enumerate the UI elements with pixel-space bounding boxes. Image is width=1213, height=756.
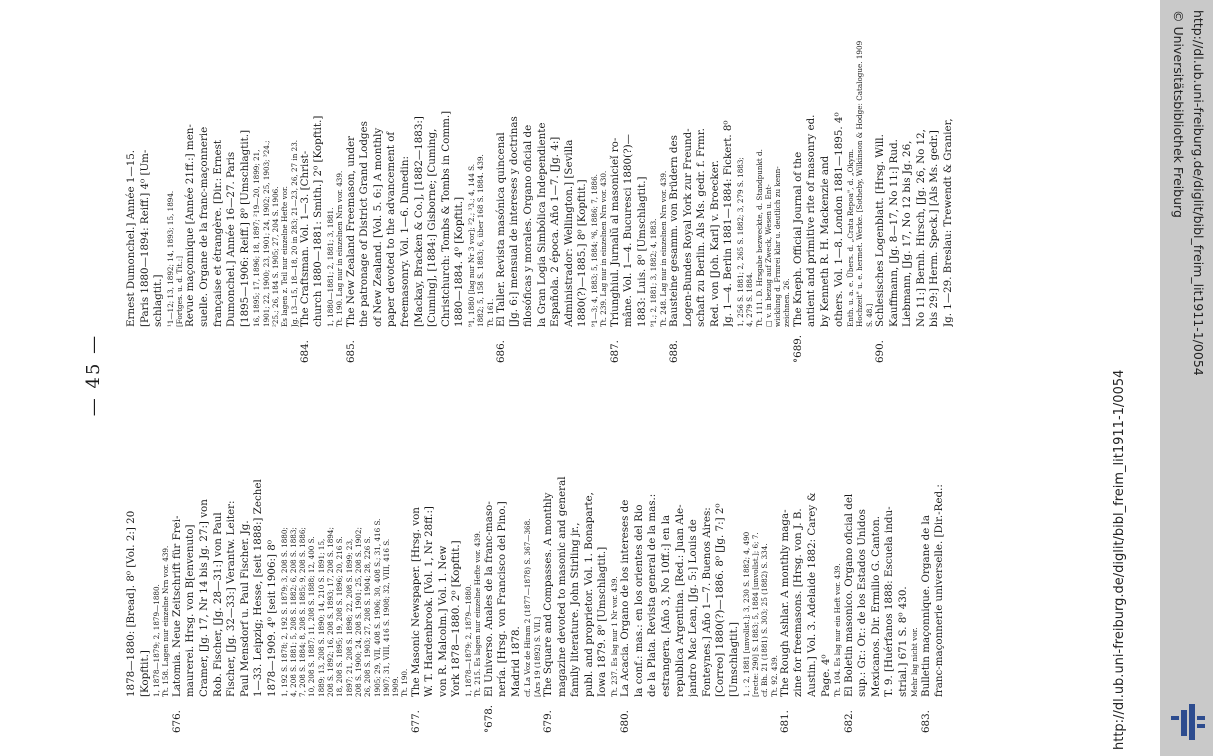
bibliography-entry <box>920 383 947 733</box>
entry-note: 16, 1895; 17, 1896; 18, 1897; ²19—20, 1899; 21, <box>252 149 262 327</box>
entry-line: [Jg. 6:] mensual de intereses y doctrinas <box>508 116 521 327</box>
entry-line: Administrador: Wellington.] [Sevilla <box>562 139 575 327</box>
entry-line: Española. 2 época. Año 1—7. [Jg. 4:] <box>549 136 562 327</box>
entry-note: Tt. 190. Lag nur in einzelnen Nrn vor. 439. <box>335 170 345 327</box>
bibliography-entry <box>125 17 184 363</box>
entry-note: ⁹1—3; 4, 1883; 5, 1884; ⁹6, 1886; 7, 1886. <box>590 174 599 327</box>
sidebar-caption <box>1166 10 1206 620</box>
entry-line: The Square and Compasses. A monthly <box>542 492 555 697</box>
entry-number: 685. <box>344 340 357 363</box>
entry-note: Tt. 237. Es lag nur 1 Nr vor. 439. <box>610 576 619 697</box>
bibliography-entry <box>184 17 298 363</box>
entry-note: 10, 208 S. 1887; 11, 208 S. 1888; 12, 400 S. <box>307 536 317 697</box>
entry-line: Logen-Bundes Royal York zur Freund- <box>681 128 694 327</box>
entry-note: 26, 208 S. 1903; 27, 208 S. 1904; 28, 226 S. <box>363 536 373 697</box>
bibliography-entry <box>299 17 345 363</box>
rotated-scan-page <box>65 17 1165 733</box>
entry-number: 690. <box>873 340 886 363</box>
bibliography-entry <box>619 383 779 733</box>
entry-number: 688. <box>667 340 680 363</box>
entry-note: 1909. <box>391 676 401 697</box>
entry-number: °678. <box>482 704 495 733</box>
entry-note: 1, 256 S. 1881; 2, 265 S. 1882; 3, 279 S. 1883; <box>735 157 745 327</box>
entry-line: 1—33. Leipzig; Hesse, [seit 1888:] Zechel <box>252 479 265 697</box>
entry-line: antient and primitive rite of masonry ed. <box>805 114 818 327</box>
entry-line: suelle. Organe de la franc-maçonnerie <box>197 126 210 327</box>
entry-note: 1, 192 S. 1878; 2, 192 S. 1879; 3, 208 S. 1880; <box>279 527 289 697</box>
entry-line: Red. von [Joh. Karl] v. Broecker. <box>708 160 721 327</box>
entry-line: magazine devoted to masonic and general <box>555 476 568 697</box>
entry-note: Tt. 190. <box>400 668 410 697</box>
entry-note: □ v. in bezug auf Zweck, Wesen u. Ent- <box>763 184 773 327</box>
entry-line: [Correo] 1880(?)—1886. 8⁰ [Jg. 7:] 2⁰ <box>714 503 727 697</box>
entry-line: publ. and proprietor. Vol. 1. Bonaparte, <box>582 492 595 697</box>
entry-note: 4, 279 S. 1884. <box>745 272 755 327</box>
entry-number: °689. <box>791 334 804 363</box>
copyright-notice: © Universitätsbibliothek Freiburg <box>1171 10 1186 218</box>
entry-line: [Umschlagtit.] <box>728 621 741 697</box>
entry-note: 4, 208 S. 1881; 5, 208 S. 1882; 6, 208 S. 1883; <box>288 527 298 697</box>
entry-note: 1882; 5, 158 S. 1883; 6, über 168 S. 1884. 439. <box>476 154 486 327</box>
entry-line: No 11:] Bernh. Hirsch, [Jg. 26, No 12, <box>914 129 927 327</box>
entry-line: Cramer, [Jg. 17, Nr 14 bis Jg. 27:] von <box>197 499 210 697</box>
bibliography-entry <box>542 383 619 733</box>
entry-line: 1878—1880: [Bread]. 8⁰ [Vol. 2:] 20 <box>125 510 137 697</box>
entry-line: maurerei. Hrsg. von B[envenuto] <box>184 524 197 697</box>
entry-line: 1880—1884. 4⁰ [Kopftit.] <box>453 196 466 327</box>
entry-note: Tt. 248. Lag nur in einzelnen Nrn vor. 439. <box>658 170 668 327</box>
bibliography-entry <box>125 383 171 733</box>
entry-line: jandro Mac Lean, [Jg. 5:] Louis de <box>687 519 700 697</box>
entry-note: 1, 1880—1881; 2, 1881; 3, 1881. <box>326 207 336 327</box>
entry-line: The Masonic Newspaper. [Hrsg. von <box>409 507 422 697</box>
entry-line: republica Argentina. [Red.: Juan Ale- <box>673 504 686 697</box>
entry-note: Jg. 13—15, 18—18, 20 in 283; 21—23, 26, 27 in 23. <box>289 139 299 327</box>
entry-note: [Fortges. u. d. Tit.:] <box>175 255 185 327</box>
entry-number: 679. <box>542 710 555 733</box>
entry-line: [Cuming], [1884:] Gisborne; [Cuming, <box>426 128 439 327</box>
entry-note: Tt. 239. Lag nur in einzelnen Nrn vor. 430. <box>599 170 609 327</box>
entry-line: family literature. John Stirling jr., <box>569 522 582 697</box>
entry-line: El Taller. Revista masónica quincenal <box>494 132 507 327</box>
entry-note: wicklung d. Frmrei klar u. deutlich zu kenn- <box>773 166 783 327</box>
entry-note: Tt. 158. Lagen nur einzelne Nrn vor. 439. <box>161 545 171 697</box>
entry-line: Fischer, [Jg. 32—33:] Verantw. Leiter: <box>225 500 238 697</box>
entry-line: Dumonchel.] Année 16—27. Paris <box>225 151 238 327</box>
entry-line: the patronage of District Grand Lodges <box>358 121 371 327</box>
entry-note: cf. La Voz de Hiram 2 (1877—1878) S. 367—368. <box>523 518 533 697</box>
entry-note: 18, 208 S. 1895; 19, 208 S. 1896; 20, 216 S. <box>335 536 345 697</box>
entry-line: The New Zealand Freemason, under <box>344 135 357 327</box>
entry-line: de la Plata. Revista general de la mas.: <box>646 493 659 697</box>
entry-line: Jg. 1—29. Breslau: Trewendt & Granier, <box>941 118 954 327</box>
entry-line: others. Vol. 1—8. London 1881—1895. 4⁰ <box>832 112 845 327</box>
entry-line: zine for freemasons. [Hrsg. von J. B. <box>792 508 805 697</box>
entry-line: [Kopftit.] <box>138 650 151 697</box>
entry-note: [recte: 290] S. 1883; 5, 1884 [unvollst.]; 6; 7. <box>750 532 760 697</box>
entry-line: Jg. 1—4. Berlin 1881—1884: Fickert. 8⁰ <box>722 120 735 327</box>
entry-line: filosóficas y morales. Organo oficial de <box>522 124 535 327</box>
entry-note: 1889; 13, 208 S. 1890; 14, 210 S. 1891; 15, <box>316 538 326 697</box>
bibliography-entry <box>495 17 609 363</box>
entry-note: Tt. 104. Es lag nur ein Heft vor. 439. <box>833 563 843 697</box>
bibliography-entry <box>792 17 874 363</box>
entry-line: schaft zu Berlin. Als Ms. gedr. f. Frmr. <box>695 128 708 327</box>
left-column <box>125 383 947 733</box>
entry-line: 1880(?)—1885.] 8⁰ [Kopftit.] <box>576 179 589 327</box>
entry-number: 676. <box>170 710 183 733</box>
entry-line: la conf.: mas.: en los orientes del Rio <box>632 504 645 697</box>
entry-line: Fonteynes.] Año 1—7. Buenos Aires: <box>700 507 713 697</box>
entry-line: freemasonry. Vol. 1—6. Dunedin: <box>398 156 411 327</box>
entry-line: mâne. Vol. 1—4. Bucuresci 1880(?)— <box>622 134 635 327</box>
entry-line: schlagtit.] <box>152 274 165 327</box>
bibliography-entry <box>171 383 410 733</box>
entry-line: Iowa 1879. 8⁰ [Umschlagtit.] <box>596 546 609 697</box>
entry-line: Schlesisches Logenblatt. [Hrsg. Will. <box>873 134 886 327</box>
entry-note: Tt. 111. D. Hrsgabe bezweckte, d. Standpunkt d. <box>754 149 764 327</box>
entry-line: The Kneph. Official Journal of the <box>791 151 804 327</box>
entry-note: S. 48.] <box>864 303 874 327</box>
entry-line: von R. Malcolm.] Vol. 1. New <box>436 545 449 697</box>
entry-note: 1897; 21, 208 S. 1898; 22, 208 S. 1899; 23, <box>344 538 354 697</box>
entry-note: Hochzeit" u. e. hermet. Werke. [Sotheby, Wilkinson & Hodge: Catalogue. 1909 <box>855 40 865 327</box>
entry-line: La Acacia. Organo de los intereses de <box>619 499 632 697</box>
entry-number: 683. <box>919 710 932 733</box>
entry-line: strial.] 671 S. 8⁰ 430. <box>896 586 909 697</box>
entry-line: The Rough Ashlar. A monthly maga- <box>778 509 791 697</box>
entry-line: 1878—1909. 4⁰ [seit 1906:] 8⁰ <box>265 540 278 697</box>
bibliography-entry <box>843 383 920 733</box>
entry-line: Bausteine gesamm. von Brüdern des <box>667 135 680 327</box>
entry-note: zeichnen. 26. <box>782 278 792 327</box>
entry-note: cf. Bh. 21 (1881) S. 303; 25 (1882) S. 334. <box>760 543 770 697</box>
entry-line: sup.: Gr.: Or.: de los Estados Unidos <box>856 509 869 697</box>
entry-line: Austin.] Vol. 3. Adelaide 1882: Carey & <box>806 492 819 697</box>
entry-note: ²25.; 26, 184 S. 1905; 27, 204 S. 1906. <box>270 186 280 327</box>
entry-note: 1, 1878—1879; 2, 1879—1880. <box>152 584 162 697</box>
entry-line: of New Zealand. [Vol. 5. 6:] A monthly <box>371 127 384 327</box>
ub-freiburg-logo-icon <box>1170 702 1208 742</box>
entry-line: Madrid 1878. <box>509 626 522 697</box>
bibliography-entry <box>779 383 843 733</box>
bibliography-entry <box>609 17 668 363</box>
entry-line: Christchurch: Tombs & Tombs in Comm.] <box>439 110 452 327</box>
entry-number: 684. <box>298 340 311 363</box>
entry-line: Page. 4⁰ <box>819 654 832 697</box>
entry-note: 7, 208 S. 1884; 8, 208 S. 1885; 9, 208 S. 1886; <box>298 527 308 697</box>
entry-line: El Universo. Anales de la franc-maso- <box>482 501 495 697</box>
entry-line: Ernest Dumonchel.] Année 1—15. <box>125 149 137 327</box>
entry-line: la Gran Logia Simbólica Independiente <box>535 122 548 327</box>
entry-note: ⁹1.; 2, 1881; 3, 1882; 4, 1883. <box>649 218 659 327</box>
bibliography-entry <box>483 383 542 733</box>
entry-number: 686. <box>494 340 507 363</box>
entry-line: El Boletin masonico. Organo oficial del <box>842 493 855 697</box>
entry-number: 682. <box>842 710 855 733</box>
entry-line: Liebmann, [Jg. 17, No 12 bis Jg. 26, <box>901 140 914 327</box>
entry-line: [1895—1906: Reiff.] 8⁰ [Umschlagtit.] <box>238 129 251 327</box>
page-number: — 45 — <box>83 333 104 417</box>
entry-line: bis 29:] Herm. Speck.] [Als Ms. gedr.] <box>928 130 941 327</box>
entry-line: française et étrangère. [Dir.: Ernest <box>211 140 224 327</box>
bibliography-entry <box>874 17 956 363</box>
entry-note: [Ars 19 (1892) S. VII.] <box>532 616 542 697</box>
entry-note: 1901; 22, 1900; 23, 1901; 24, 1902; 25, 1903; ³24.; <box>261 140 271 327</box>
entry-number: 680. <box>619 710 632 733</box>
entry-line: church 1880—1881: Smith.] 2⁰ [Kopftit.] <box>312 115 325 327</box>
entry-line: Paul Mensdorf u. Paul Fischer. Jg. <box>238 520 251 697</box>
entry-note: 1905; 29, VII, 408 S. 1906; 30, 408 S.; 31, 416 S. <box>372 518 382 697</box>
entry-line: Triunghiul. Jurnalŭ al masonicieǐ ro- <box>608 137 621 327</box>
entry-line: W. T. Hardenbrook. [Vol. 1, Nr 28ff.:] <box>423 506 436 697</box>
entry-note: 1907; 31, VIII, 416 S. 1908; 32, VIII, 416 S. <box>381 538 391 697</box>
entry-note: 1, : 2, 1881 [unvollst.]; 3, 230 S. 1882; 4, 490 <box>741 531 751 697</box>
entry-number: 681. <box>778 710 791 733</box>
entry-note: Enth. u. a. e. Übers. d. „Crata Repoa", d. „Okym. <box>846 148 856 327</box>
entry-line: nería. [Hrsg. von Francisco del Pino.] <box>496 501 509 697</box>
bibliography-entry <box>345 17 495 363</box>
entry-line: by Kenneth R. H. Mackenzie and <box>818 155 831 327</box>
entry-note: Tt. 92. 439. <box>769 655 779 697</box>
entry-note: Tt. 215. Es lagen nur einzelne Hefte vor. 439. <box>473 531 483 697</box>
entry-line: The Craftsman. Vol. 1—3. [Christ- <box>298 150 311 327</box>
entry-line: Kauffmann, [Jg. 8—17, No 11:] Rud. <box>887 139 900 327</box>
entry-line: Revue maçonnique [Année 21ff.:] men- <box>184 124 197 327</box>
entry-line: Latomia. Neue Zeitschrift für Frei- <box>170 515 183 697</box>
entry-note: 208 S. 1892; 16, 208 S. 1893; 17, 208 S. 1894; <box>326 527 336 697</box>
entry-line: 1883: Luis. 8⁰ [Umschlagtit.] <box>635 176 648 327</box>
entry-line: franc-maçonnerie universelle. [Dir.-Red.: <box>933 484 946 697</box>
entry-note: Tt. 161. <box>485 298 495 327</box>
right-column <box>125 17 956 363</box>
document-url: http://dl.ub.uni-freiburg.de/diglit/bibl_freim_lit1911-1/0054 <box>1112 369 1127 750</box>
entry-line: Mexicanos. Dir. Ermilio G. Canton. <box>869 515 882 697</box>
entry-line: estrangera. [Año 3, No 10ff.:] en la <box>660 514 673 697</box>
entry-note: Mehr lag nicht vor. <box>910 627 920 697</box>
entry-number: 677. <box>409 710 422 733</box>
entry-note: ¹1—12; 13, 1892; 14, 1893; 15, 1894. <box>165 190 175 327</box>
entry-number: 687. <box>608 340 621 363</box>
entry-line: [Paris 1880—1894: Reiff.] 4⁰ [Um- <box>138 149 151 327</box>
entry-line: T. 9. [Huérfanos 1888: Escuela indu- <box>883 506 896 697</box>
entry-note: 208 S. 1900; 24, 208 S. 1901; 25, 208 S. 1902; <box>353 527 363 697</box>
sidebar-url[interactable]: http://dl.ub.uni-freiburg.de/diglit/bibl_freim_lit1911-1/0054 <box>1191 10 1206 376</box>
entry-note: Es lagen z. Teil nur einzelne Hefte vor. <box>280 186 290 327</box>
entry-line: [Mackay, Bracken & Co.], [1882—1883:] <box>412 116 425 327</box>
entry-line: York 1878—1880. 2⁰ [Kopftit.] <box>450 540 463 697</box>
entry-line: Bulletin maçonnique. Organe de la <box>919 515 932 697</box>
entry-line: paper devoted to the advancement of <box>385 131 398 327</box>
entry-note: ⁹1, 1880 [lag nur Nr 3 vor]; ²2.; ³3.; 4, 144 S. <box>466 163 476 327</box>
bibliography-entry <box>410 383 483 733</box>
entry-note: 1, 1878—1879; 2, 1879—1880. <box>464 584 474 697</box>
entry-line: Rob. Fischer, [Jg. 28—31:] von Paul <box>211 512 224 697</box>
bibliography-entry <box>668 17 792 363</box>
